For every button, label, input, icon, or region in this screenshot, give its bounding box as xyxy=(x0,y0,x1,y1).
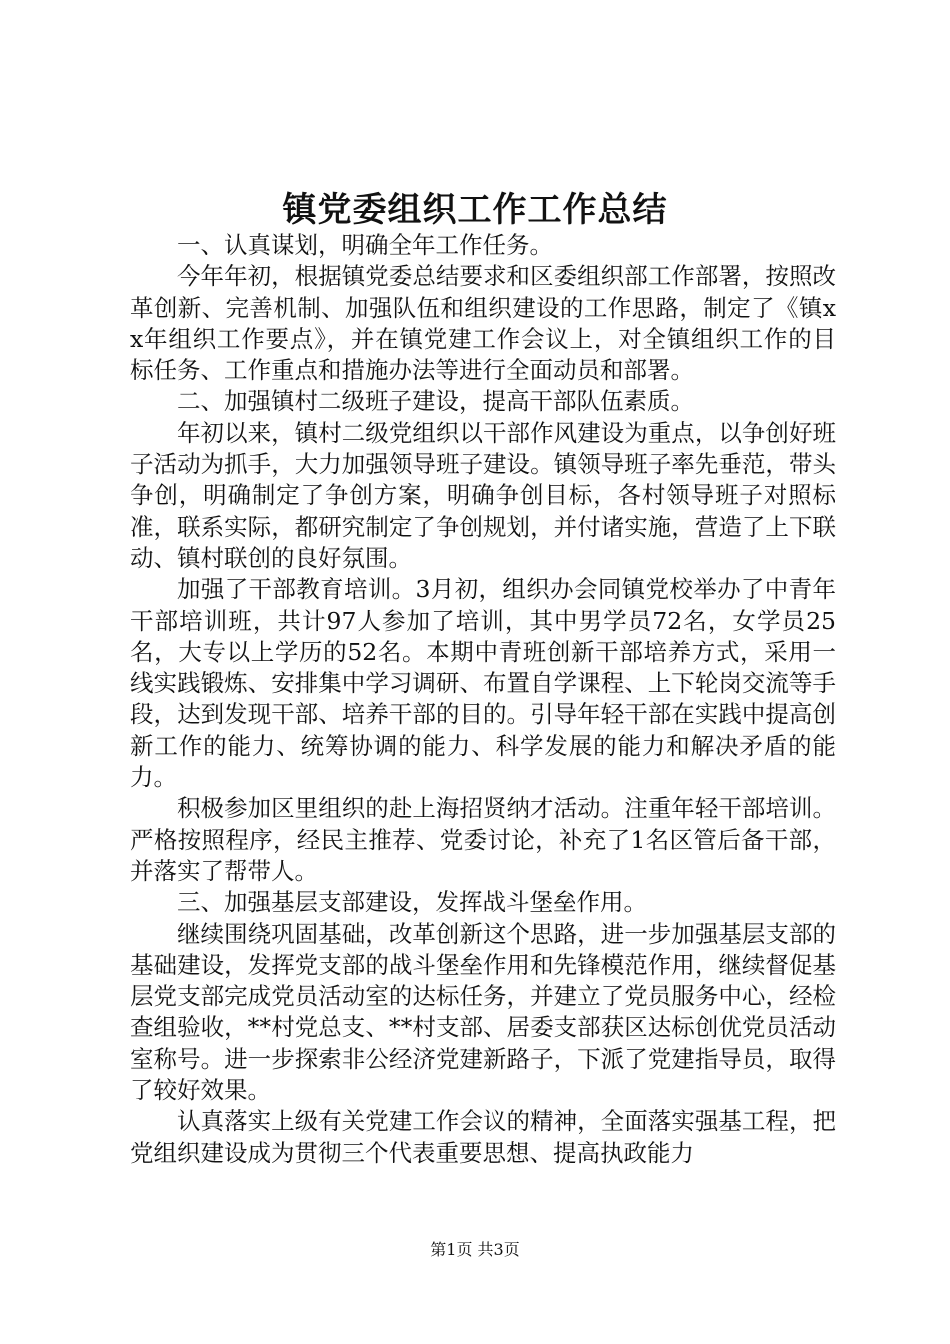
document-body xyxy=(130,230,836,1169)
body-paragraph: 今年年初，根据镇党委总结要求和区委组织部工作部署，按照改革创新、完善机制、加强队伍和组织建设的工作思路，制定了《镇xx年组织工作要点》，并在镇党建工作会议上，对全镇组织工作的目标任务、工作重点和措施办法等进行全面动员和部署。 xyxy=(130,262,836,385)
section-heading-1: 一、认真谋划，明确全年工作任务。 xyxy=(177,231,553,259)
body-paragraph: 积极参加区里组织的赴上海招贤纳才活动。注重年轻干部培训。严格按照程序，经民主推荐、党委讨论，补充了1名区管后备干部，并落实了帮带人。 xyxy=(130,794,836,885)
page-number-footer: 第1页 共3页 xyxy=(430,1240,520,1259)
document-title: 镇党委组织工作工作总结 xyxy=(282,190,668,230)
body-paragraph: 继续围绕巩固基础，改革创新这个思路，进一步加强基层支部的基础建设，发挥党支部的战斗堡垒作用和先锋模范作用，继续督促基层党支部完成党员活动室的达标任务，并建立了党员服务中心，经检查组验收，**村党总支、**村支部、居委支部获区达标创优党员活动室称号。进一步探索非公经济党建新路子，下派了党建指导员，取得了较好效果。 xyxy=(130,919,836,1105)
body-paragraph: 年初以来，镇村二级党组织以干部作风建设为重点，以争创好班子活动为抓手，大力加强领导班子建设。镇领导班子率先垂范，带头争创，明确制定了争创方案，明确争创目标，各村领导班子对照标准，联系实际，都研究制定了争创规划，并付诸实施，营造了上下联动、镇村联创的良好氛围。 xyxy=(130,418,836,572)
section-heading-3: 三、加强基层支部建设，发挥战斗堡垒作用。 xyxy=(177,888,647,917)
body-paragraph: 认真落实上级有关党建工作会议的精神，全面落实强基工程，把党组织建设成为贯彻三个代表重要思想、提高执政能力 xyxy=(130,1107,836,1167)
body-paragraph: 加强了干部教育培训。3月初，组织办会同镇党校举办了中青年干部培训班，共计97人参加了培训，其中男学员72名，女学员25名，大专以上学历的52名。本期中青班创新干部培养方式，采用一线实践锻炼、安排集中学习调研、布置自学课程、上下轮岗交流等手段，达到发现干部、培养干部的目的。引导年轻干部在实践中提高创新工作的能力、统筹协调的能力、科学发展的能力和解决矛盾的能力。 xyxy=(130,575,836,792)
section-heading-2: 二、加强镇村二级班子建设，提高干部队伍素质。 xyxy=(177,387,694,416)
